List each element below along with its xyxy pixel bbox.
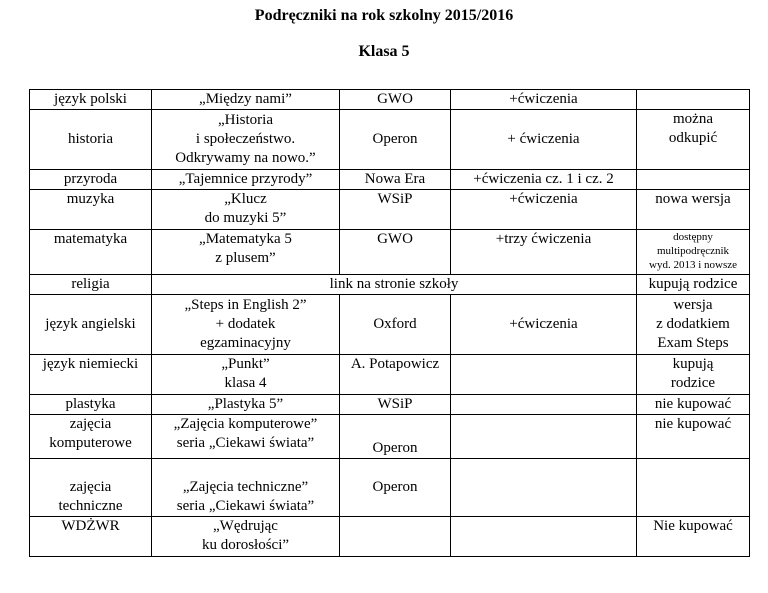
cell-text: matematyka: [53, 231, 128, 247]
publisher-cell: [340, 230, 451, 275]
cell-text: GWO: [377, 91, 413, 107]
book-cell: [152, 110, 340, 170]
cell-text: „Między nami”: [199, 91, 292, 107]
cell-text: link na stronie szkoły: [329, 276, 459, 292]
notes-cell: [637, 395, 750, 415]
subject-cell: [30, 295, 152, 355]
cell-text: WDŻWR: [61, 518, 120, 534]
cell-text: +ćwiczenia cz. 1 i cz. 2: [473, 171, 614, 187]
cell-text: Odkrywamy na nowo.”: [175, 150, 316, 166]
extras-cell: [451, 110, 637, 170]
cell-text: muzyka: [66, 191, 115, 207]
table-row: [30, 90, 750, 110]
notes-cell: [637, 415, 750, 459]
cell-text: +ćwiczenia: [509, 316, 578, 332]
page-title: Podręczniki na rok szkolny 2015/2016: [254, 7, 514, 24]
publisher-cell: [340, 110, 451, 170]
publisher-cell: [340, 459, 451, 517]
cell-text: język angielski: [45, 316, 136, 332]
publisher-cell: [340, 517, 451, 557]
subject-cell: [30, 170, 152, 190]
book-cell: [152, 517, 340, 557]
extras-cell: [451, 190, 637, 230]
notes-cell: [637, 295, 750, 355]
cell-text: + ćwiczenia: [507, 131, 580, 147]
cell-text: Operon: [372, 479, 418, 495]
subject-cell: [30, 230, 152, 275]
cell-text: egzaminacyjny: [200, 335, 291, 351]
cell-text: techniczne: [58, 498, 123, 514]
subject-cell: [30, 355, 152, 395]
cell-text: nie kupować: [654, 416, 732, 432]
cell-text: „Matematyka 5: [199, 231, 292, 247]
subject-cell: [30, 90, 152, 110]
cell-text: Exam Steps: [657, 335, 729, 351]
cell-text: z dodatkiem: [656, 316, 730, 332]
book-cell: [152, 395, 340, 415]
subject-cell: [30, 459, 152, 517]
cell-text: klasa 4: [224, 375, 267, 391]
cell-text: +ćwiczenia: [509, 191, 578, 207]
table-row: [30, 395, 750, 415]
cell-text: z plusem”: [215, 250, 276, 266]
subject-cell: [30, 395, 152, 415]
subject-cell: [30, 110, 152, 170]
cell-text: nie kupować: [654, 396, 732, 412]
extras-cell: [451, 170, 637, 190]
extras-cell: [451, 395, 637, 415]
cell-text: język niemiecki: [42, 356, 139, 372]
table-row: [30, 355, 750, 395]
page-subtitle: Klasa 5: [358, 43, 410, 60]
cell-text: nowa wersja: [655, 191, 731, 207]
cell-text: „Tajemnice przyrody”: [178, 171, 313, 187]
subject-cell: [30, 517, 152, 557]
cell-text: Nowa Era: [364, 171, 426, 187]
extras-cell: [451, 355, 637, 395]
cell-text: historia: [68, 131, 113, 147]
textbook-table: [29, 89, 750, 557]
subject-cell: [30, 415, 152, 459]
cell-text: „Plastyka 5”: [207, 396, 284, 412]
publisher-cell: [340, 355, 451, 395]
cell-text: rodzice: [670, 375, 716, 391]
book-cell: [152, 295, 340, 355]
subject-cell: [30, 275, 152, 295]
table-row: [30, 459, 750, 517]
cell-text: „Wędrując: [213, 518, 278, 534]
cell-text: przyroda: [63, 171, 118, 187]
extras-cell: [451, 415, 637, 459]
cell-text: +trzy ćwiczenia: [495, 231, 592, 247]
notes-cell: [637, 517, 750, 557]
notes-cell: [637, 170, 750, 190]
cell-text: dostępny: [673, 231, 713, 243]
cell-text: Nie kupować: [653, 518, 733, 534]
cell-text: Oxford: [373, 316, 417, 332]
merged-cell: [152, 275, 637, 295]
cell-text: „Historia: [218, 112, 273, 128]
notes-cell: [637, 275, 750, 295]
cell-text: +ćwiczenia: [509, 91, 578, 107]
cell-text: „Klucz: [224, 191, 267, 207]
notes-cell: [637, 110, 750, 170]
book-cell: [152, 190, 340, 230]
table-row: [30, 190, 750, 230]
cell-text: A. Potapowicz: [350, 356, 440, 372]
book-cell: [152, 90, 340, 110]
cell-text: Operon: [372, 440, 418, 456]
cell-text: kupują: [672, 356, 714, 372]
publisher-cell: [340, 190, 451, 230]
cell-text: zajęcia: [69, 479, 112, 495]
notes-cell: [637, 90, 750, 110]
notes-cell: [637, 230, 750, 275]
cell-text: wyd. 2013 i nowsze: [649, 259, 737, 271]
cell-text: odkupić: [668, 130, 718, 146]
publisher-cell: [340, 170, 451, 190]
book-cell: [152, 415, 340, 459]
cell-text: ku dorosłości”: [201, 537, 290, 553]
extras-cell: [451, 90, 637, 110]
table-row: [30, 275, 750, 295]
notes-cell: [637, 190, 750, 230]
cell-text: język polski: [54, 91, 127, 107]
table-row: [30, 517, 750, 557]
cell-text: WSiP: [377, 191, 413, 207]
cell-text: komputerowe: [49, 435, 132, 451]
subject-cell: [30, 190, 152, 230]
cell-text: „Steps in English 2”: [184, 297, 307, 313]
cell-text: seria „Ciekawi świata”: [176, 498, 315, 514]
publisher-cell: [340, 395, 451, 415]
cell-text: multipodręcznik: [656, 245, 730, 257]
publisher-cell: [340, 295, 451, 355]
extras-cell: [451, 230, 637, 275]
book-cell: [152, 355, 340, 395]
cell-text: GWO: [377, 231, 413, 247]
cell-text: kupują rodzice: [648, 276, 738, 292]
cell-text: „Zajęcia techniczne”: [182, 479, 309, 495]
cell-text: i społeczeństwo.: [195, 131, 296, 147]
publisher-cell: [340, 415, 451, 459]
notes-cell: [637, 459, 750, 517]
cell-text: Operon: [372, 131, 418, 147]
cell-text: religia: [71, 276, 110, 292]
cell-text: „Punkt”: [221, 356, 270, 372]
table-row: [30, 295, 750, 355]
cell-text: WSiP: [377, 396, 413, 412]
cell-text: można: [673, 111, 713, 127]
cell-text: zajęcia: [69, 416, 112, 432]
book-cell: [152, 170, 340, 190]
publisher-cell: [340, 90, 451, 110]
table-row: [30, 170, 750, 190]
cell-text: seria „Ciekawi świata”: [176, 435, 315, 451]
extras-cell: [451, 295, 637, 355]
cell-text: do muzyki 5”: [204, 210, 287, 226]
table-row: [30, 110, 750, 170]
extras-cell: [451, 459, 637, 517]
book-cell: [152, 459, 340, 517]
table-row: [30, 415, 750, 459]
cell-text: „Zajęcia komputerowe”: [173, 416, 318, 432]
notes-cell: [637, 355, 750, 395]
cell-text: + dodatek: [215, 316, 276, 332]
extras-cell: [451, 517, 637, 557]
cell-text: plastyka: [65, 396, 116, 412]
table-row: [30, 230, 750, 275]
cell-text: wersja: [673, 297, 713, 313]
book-cell: [152, 230, 340, 275]
